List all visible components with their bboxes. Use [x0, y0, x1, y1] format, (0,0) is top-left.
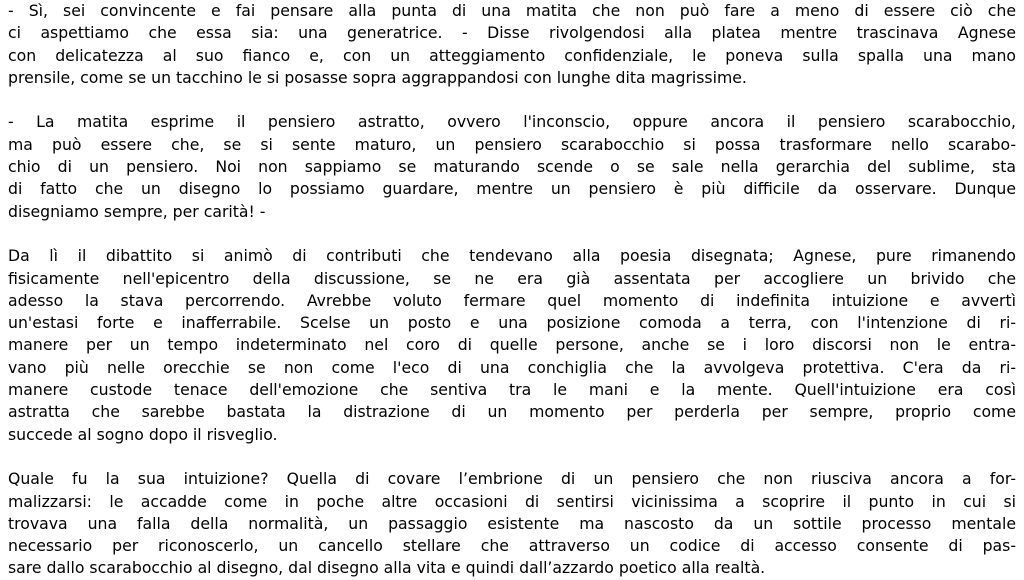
- paragraph-narration-2: [8, 468, 1016, 579]
- paragraph-gap: [8, 446, 1016, 468]
- text-line: fisicamente nell'epicentro della discussione, se ne era già assentata per accogliere un brivido che: [8, 268, 1016, 288]
- text-line: manere custode tenace dell'emozione che sentiva tra le mani e la mente. Quell'intuizione era così: [8, 380, 1016, 400]
- text-line: succede al sogno dopo il risveglio.: [8, 424, 278, 444]
- text-line: con delicatezza al suo fianco e, con un atteggiamento confidenziale, le poneva sulla spalla una mano: [8, 45, 1016, 65]
- paragraph-narration-1: [8, 245, 1016, 446]
- text-line: sare dallo scarabocchio al disegno, dal disegno alla vita e quindi dall’azzardo poetico alla realtà.: [8, 558, 766, 578]
- text-line: trovava una falla della normalità, un passaggio esistente ma nascosto da un sottile processo mentale: [8, 513, 1016, 533]
- text-line: vano più nelle orecchie se non come l'eco di una conchiglia che la avvolgeva protettiva. C'era da ri-: [8, 357, 1016, 377]
- text-line: - La matita esprime il pensiero astratto, ovvero l'inconscio, oppure ancora il pensiero scarabocchio,: [8, 112, 1016, 132]
- text-line: prensile, come se un tacchino le si posasse sopra aggrappandosi con lunghe dita magrissime.: [8, 67, 747, 87]
- paragraph-dialogue-2: [8, 111, 1016, 222]
- text-line: ma può essere che, se si sente maturo, un pensiero scarabocchio si possa trasformare nello scarabo-: [8, 134, 1016, 154]
- text-line: necessario per riconoscerlo, un cancello stellare che attraverso un codice di accesso consente di pas-: [8, 536, 1016, 556]
- text-line: chio di un pensiero. Noi non sappiamo se maturando scende o se sale nella gerarchia del sublime, sta: [8, 157, 1016, 177]
- text-line: disegniamo sempre, per carità! -: [8, 201, 266, 221]
- text-line: astratta che sarebbe bastata la distrazione di un momento per perderla per sempre, proprio come: [8, 402, 1016, 422]
- paragraph-dialogue-1: [8, 0, 1016, 89]
- text-line: - Sì, sei convincente e fai pensare alla punta di una matita che non può fare a meno di essere ciò che: [8, 1, 1016, 20]
- text-line: ci aspettiamo che essa sia: una generatrice. - Disse rivolgendosi alla platea mentre trascinava Agnese: [8, 23, 1016, 43]
- text-line: un'estasi forte e inafferrabile. Scelse un posto e una posizione comoda a terra, con l'intenzione di ri-: [8, 313, 1016, 333]
- text-line: adesso la stava percorrendo. Avrebbe voluto fermare quel momento di indefinita intuizione e avvertì: [8, 290, 1016, 310]
- text-line: di fatto che un disegno lo possiamo guardare, mentre un pensiero è più difficile da osservare. Dunque: [8, 179, 1016, 199]
- text-line: Quale fu la sua intuizione? Quella di covare l’embrione di un pensiero che non riusciva ancora a for-: [8, 469, 1016, 489]
- paragraph-gap: [8, 223, 1016, 245]
- text-line: Da lì il dibattito si animò di contributi che tendevano alla poesia disegnata; Agnese, pure rimanendo: [8, 246, 1016, 266]
- text-line: manere per un tempo indeterminato nel coro di quelle persone, anche se i loro discorsi non le entra-: [8, 335, 1016, 355]
- text-line: malizzarsi: le accadde come in poche altre occasioni di sentirsi vicinissima a scoprire il punto in cui si: [8, 491, 1016, 511]
- paragraph-gap: [8, 89, 1016, 111]
